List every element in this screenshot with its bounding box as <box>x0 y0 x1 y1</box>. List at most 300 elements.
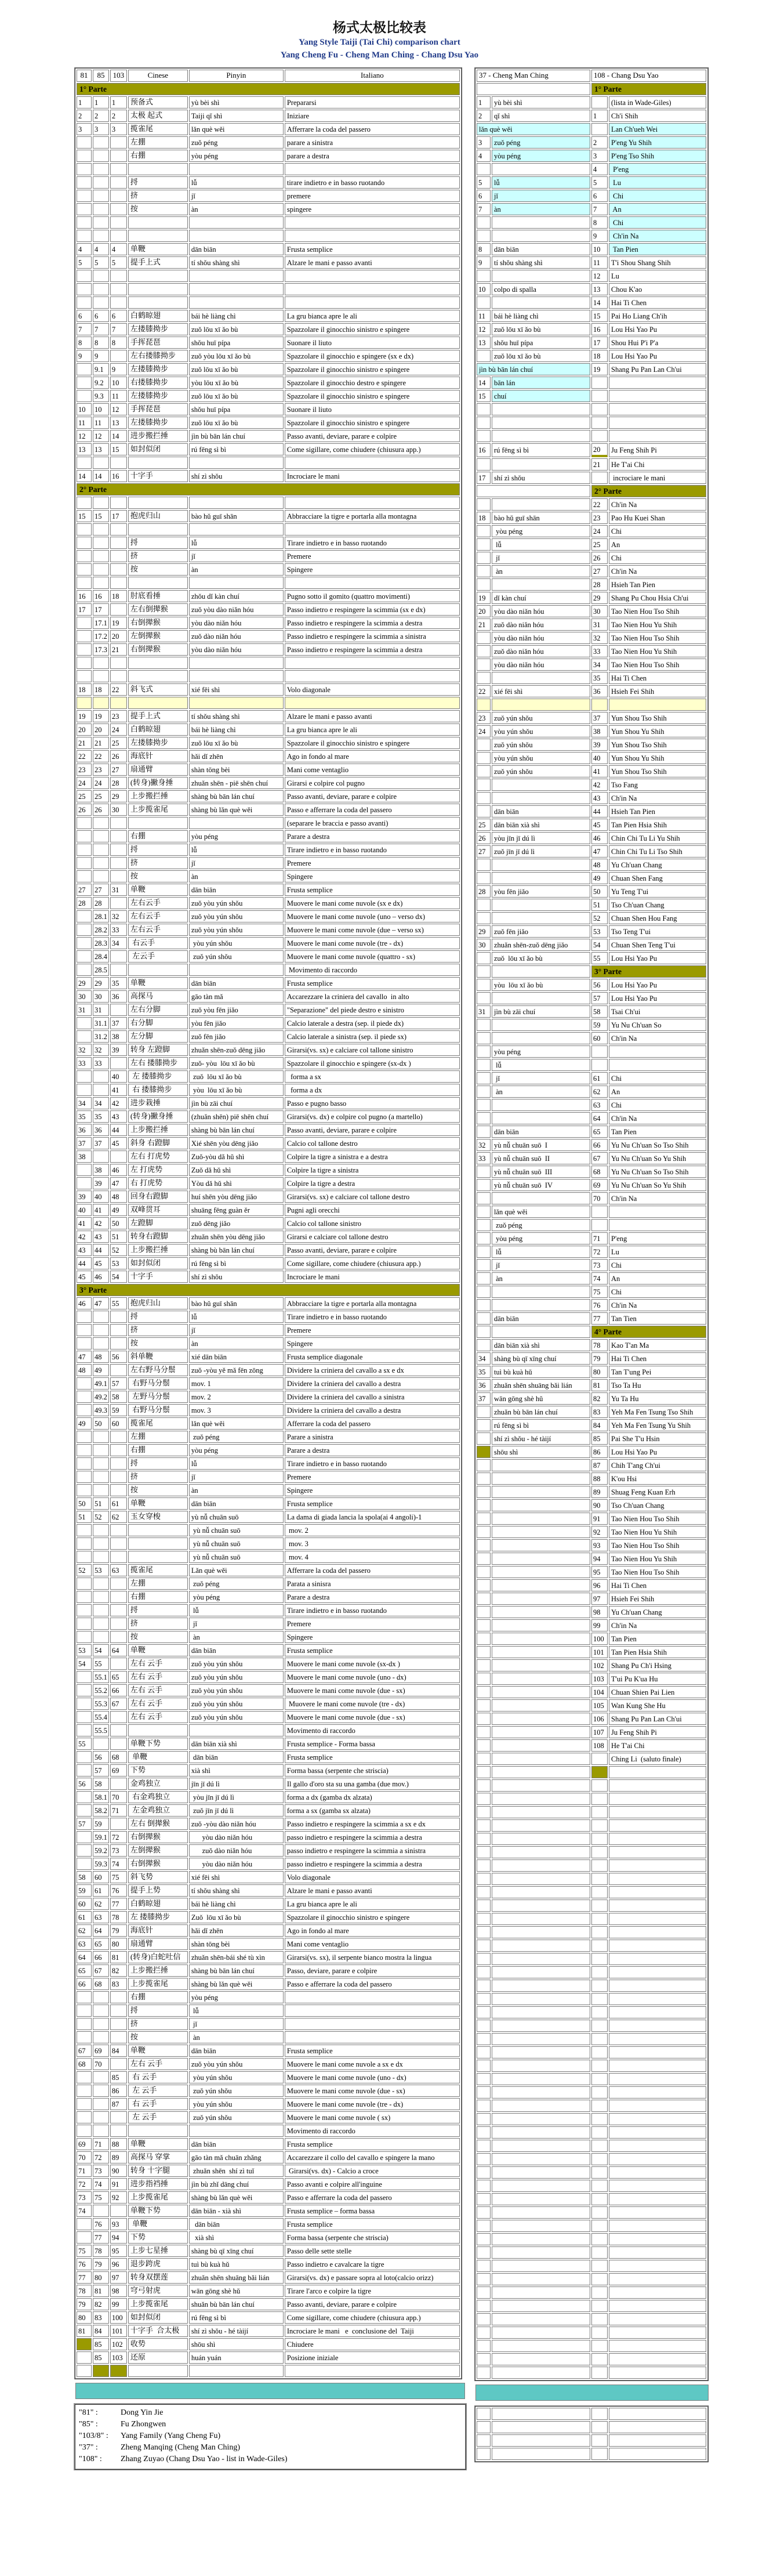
cell-cdy-name: Lou Hsi Yao Pu <box>609 323 706 335</box>
cell-num-103 <box>110 136 127 149</box>
cell-num-81: 63 <box>77 1938 92 1950</box>
cell-cmc-num <box>477 1779 491 1792</box>
cell-num-81 <box>77 1484 92 1496</box>
table-row-right-138 <box>477 1926 706 1938</box>
cell-num-81: 50 <box>77 1497 92 1510</box>
cell-pinyin: shàng bù qī xīng chuí <box>189 2245 284 2257</box>
cell-pinyin: bái hè liàng chì <box>189 723 284 736</box>
table-row-left-40 <box>77 617 460 629</box>
cell-pinyin: zuǒ yòu yún shǒu <box>189 924 284 936</box>
cell-cmc-num <box>477 296 491 309</box>
cell-cinese: 右 云手 <box>128 2098 188 2110</box>
cell-cmc-name <box>492 792 590 804</box>
cell-cdy-name: incrociare le mani <box>609 472 706 484</box>
cell-num-81 <box>77 1591 92 1603</box>
cell-cdy-name: Lou Hsi Yao Pu <box>609 952 706 964</box>
right-column <box>474 67 710 2462</box>
table-row-right-98 <box>477 1392 706 1405</box>
cell-cdy-num: 54 <box>591 939 608 951</box>
cell-cdy-name: Yu Ta Hu <box>609 1392 706 1405</box>
cell-cdy-name: Yun Shou Yu Shih <box>609 752 706 764</box>
cell-cmc-name <box>492 1646 590 1658</box>
cell-cmc-num <box>477 1913 491 1925</box>
cell-italiano: mov. 3 <box>285 1537 460 1550</box>
cell-cmc-name <box>492 2246 590 2259</box>
cell-cmc-name <box>492 672 590 684</box>
cell-cinese: 右云手 <box>128 937 188 949</box>
table-row-right-107 <box>477 1513 706 1525</box>
table-row-right-136 <box>477 1900 706 1912</box>
col-header-chang-dsu-yao: 108 - Chang Dsu Yao <box>591 70 706 82</box>
cell-cdy-name: Lou Hsi Yao Pu <box>609 992 706 1004</box>
cell-cmc-name <box>492 2421 590 2433</box>
table-row-left-9 <box>77 203 460 215</box>
cell-num-103: 54 <box>110 1271 127 1283</box>
cell-num-81: 77 <box>77 2271 92 2284</box>
cell-italiano: Girarsi(vs. dx) e passare sopra al loto(calcio orizz) <box>285 2271 460 2284</box>
cell-cmc-num: 11 <box>477 310 491 322</box>
cell-cmc-num: 24 <box>477 725 491 737</box>
cell-pinyin: zhuǎn shēn - piē shēn chuí <box>189 777 284 789</box>
cell-italiano <box>285 2365 460 2377</box>
cell-cmc-num: 27 <box>477 845 491 858</box>
cell-cdy-name: Hsieh Tan Pien <box>609 805 706 817</box>
cell-cmc-name: rú fēng sì bì <box>492 1419 590 1431</box>
cell-pinyin: yòu dào niǎn hóu <box>189 1831 284 1843</box>
cell-cmc-num: 26 <box>477 832 491 844</box>
cell-pinyin: zuǒ dào niǎn hóu <box>189 630 284 642</box>
table-row-right-43 <box>477 659 706 671</box>
cell-num-103 <box>110 1004 127 1016</box>
cell-italiano: Premere <box>285 1471 460 1483</box>
table-row-right-8 <box>477 190 706 202</box>
cell-num-81: 53 <box>77 1644 92 1656</box>
cell-cmc-num <box>477 1713 491 1725</box>
cell-num-103: 70 <box>110 1791 127 1803</box>
table-row-right-144 <box>477 2006 706 2018</box>
cell-num-81: 47 <box>77 1351 92 1363</box>
cell-cinese: 斜飞势 <box>128 1871 188 1883</box>
cell-num-103 <box>110 1578 127 1590</box>
cell-cdy-num: 52 <box>591 912 608 924</box>
cell-num-103 <box>110 523 127 536</box>
cell-cmc-name <box>492 163 590 175</box>
cell-pinyin: yòu dào niǎn hóu <box>189 643 284 656</box>
cell-cmc-name <box>492 1766 590 1778</box>
cell-pinyin: lǚ <box>189 176 284 189</box>
cell-pinyin: gāo tàn mǎ chuān zhǎng <box>189 2151 284 2163</box>
cell-italiano: Posizione iniziale <box>285 2351 460 2364</box>
cell-italiano: Spingere <box>285 870 460 882</box>
cell-cmc-num <box>477 2166 491 2179</box>
cell-num-85: 3 <box>93 123 109 135</box>
cell-cdy-name <box>609 2100 706 2112</box>
cell-cmc-num <box>477 2086 491 2099</box>
cell-cmc-name: yòu fēn jiǎo <box>492 885 590 898</box>
cell-cinese: 单鞭 <box>128 2218 188 2230</box>
cell-cdy-name: Tao Nien Hou Tso Shih <box>609 605 706 617</box>
table-row-left-73 <box>77 1057 460 1069</box>
cell-num-85: 5 <box>93 256 109 269</box>
table-row-right-20 <box>477 350 706 362</box>
cell-num-85 <box>93 697 109 709</box>
cell-cdy-name: P'eng <box>609 163 706 175</box>
table-row-left-59 <box>77 870 460 882</box>
table-row-left-164 <box>77 2271 460 2284</box>
table-row-right-28 <box>477 458 706 471</box>
cell-num-85 <box>93 150 109 162</box>
table-row-left-29 <box>77 470 460 482</box>
cell-num-81: 6 <box>77 310 92 322</box>
cell-cmc-name <box>492 2353 590 2365</box>
cell-cinese: 高探马 <box>128 990 188 1003</box>
cell-num-85 <box>93 657 109 669</box>
cell-cmc-name <box>492 2073 590 2085</box>
table-row-left-168 <box>77 2325 460 2337</box>
cell-num-103 <box>110 550 127 562</box>
cell-cmc-num <box>477 525 491 537</box>
cell-cmc-name: dān biān <box>492 805 590 817</box>
cell-cinese: 高探马 穿掌 <box>128 2151 188 2163</box>
cell-cinese: 上步揽雀尾 <box>128 2298 188 2310</box>
cell-num-103 <box>110 603 127 616</box>
cell-cdy-num: 83 <box>591 1406 608 1418</box>
cell-num-85: 64 <box>93 1924 109 1937</box>
cell-cinese <box>128 657 188 669</box>
cell-num-81 <box>77 630 92 642</box>
cell-cdy-name: Yu Nu Ch'uan So Tso Shih <box>609 1139 706 1151</box>
table-row-right-25 <box>477 417 706 429</box>
cell-pinyin <box>189 2125 284 2137</box>
cell-pinyin: dān biān <box>189 2138 284 2150</box>
cell-cinese: 回身右蹬脚 <box>128 1191 188 1203</box>
table-row-left-49 <box>77 737 460 749</box>
cell-italiano: Muovere le mani come nuvole ( sx) <box>285 2111 460 2123</box>
cell-cmc-name: zhuǎn bù bān lán chuí <box>492 1406 590 1418</box>
cell-cdy-num: 12 <box>591 270 608 282</box>
cell-num-85: 31 <box>93 1004 109 1016</box>
cell-pinyin: yòu dào niǎn hóu <box>189 617 284 629</box>
cell-cdy-name: Tan Pien <box>609 1633 706 1645</box>
cell-num-81: 36 <box>77 1124 92 1136</box>
cell-cdy-name: An <box>609 538 706 551</box>
cell-num-81 <box>77 950 92 963</box>
cell-cinese: 白鹤晾翅 <box>128 723 188 736</box>
table-row-right-129 <box>477 1806 706 1818</box>
table-row-left-103 <box>77 1457 460 1470</box>
cell-cinese <box>128 216 188 229</box>
cell-cdy-name: Ching Li (saluto finale) <box>609 1753 706 1765</box>
table-row-right-153 <box>477 2126 706 2139</box>
cell-cdy-num <box>591 430 608 442</box>
cell-num-103: 46 <box>110 1164 127 1176</box>
cell-pinyin: rú fēng sì bì <box>189 2311 284 2324</box>
cell-num-103: 29 <box>110 790 127 802</box>
cell-num-85 <box>93 457 109 469</box>
table-row-right-158 <box>477 2193 706 2205</box>
cell-cmc-num: 28 <box>477 885 491 898</box>
cell-cdy-num <box>591 2220 608 2232</box>
cell-num-85 <box>93 1484 109 1496</box>
table-row-left-22 <box>77 377 460 389</box>
cell-cdy-name: Lu <box>609 1246 706 1258</box>
cell-cinese <box>128 1724 188 1736</box>
cell-num-81: 80 <box>77 2311 92 2324</box>
section-band-right: 1° Parte <box>591 83 706 95</box>
cell-cdy-num <box>591 2434 608 2447</box>
cell-cdy-name <box>609 2408 706 2420</box>
cell-cdy-num <box>591 2233 608 2245</box>
cell-cdy-num <box>591 377 608 389</box>
cell-cinese: 还原 <box>128 2351 188 2364</box>
cell-num-81 <box>77 497 92 509</box>
table-row-right-122 <box>477 1713 706 1725</box>
cell-cmc-merged <box>477 83 590 95</box>
cell-pinyin: xié fēi shì <box>189 1871 284 1883</box>
cell-cdy-num: 71 <box>591 1232 608 1244</box>
cell-num-81: 4 <box>77 243 92 255</box>
table-row-left-142 <box>77 1978 460 1990</box>
cell-cdy-name: Chi <box>609 1072 706 1084</box>
cell-pinyin <box>189 296 284 309</box>
table-row-left-34 <box>77 537 460 549</box>
cell-num-103: 68 <box>110 1751 127 1763</box>
table-row-left-14 <box>77 270 460 282</box>
cell-cdy-num: 20 <box>591 443 608 457</box>
cell-num-81: 16 <box>77 590 92 602</box>
cell-cmc-num <box>477 1432 491 1445</box>
table-row-left-16 <box>77 296 460 309</box>
cell-pinyin: yòu dào niǎn hóu <box>189 1858 284 1870</box>
cell-num-81: 18 <box>77 683 92 696</box>
cell-cinese: 捋 <box>128 1457 188 1470</box>
footnote-key: "81" : <box>79 2408 98 2418</box>
cell-num-81: 11 <box>77 417 92 429</box>
cell-cmc-num: 18 <box>477 512 491 524</box>
cell-num-81 <box>77 190 92 202</box>
cell-pinyin <box>189 577 284 589</box>
table-row-left-66 <box>77 964 460 976</box>
cell-cmc-num <box>477 645 491 657</box>
cell-cinese: 右野马分鬃 <box>128 1377 188 1390</box>
cell-italiano: Passo avanti e colpire all'inguine <box>285 2178 460 2190</box>
cell-cdy-name: Yeh Ma Fen Tsung Tso Shih <box>609 1406 706 1418</box>
cell-cmc-num <box>477 1646 491 1658</box>
cell-pinyin <box>189 270 284 282</box>
cell-cmc-num: 20 <box>477 605 491 617</box>
table-row-left-82 <box>77 1177 460 1189</box>
cell-cdy-num: 49 <box>591 872 608 884</box>
table-row-right-105 <box>477 1486 706 1498</box>
cell-cdy-name: Lou Hsi Yao Pu <box>609 1446 706 1458</box>
cell-cdy-num: 94 <box>591 1553 608 1565</box>
cell-cdy-num: 106 <box>591 1713 608 1725</box>
cell-num-81: 67 <box>77 2045 92 2057</box>
cell-pinyin: hǎi dǐ zhēn <box>189 750 284 762</box>
cell-num-85: 6 <box>93 310 109 322</box>
cell-num-85 <box>93 830 109 842</box>
cell-cmc-num <box>477 2327 491 2339</box>
cell-cdy-name <box>609 1779 706 1792</box>
table-row-right-17 <box>477 310 706 322</box>
cell-cmc-name: bào hǔ guī shān <box>492 512 590 524</box>
cell-cmc-num <box>477 1219 491 1231</box>
cell-cdy-num: 17 <box>591 337 608 349</box>
cell-italiano: Dividere la criniera del cavallo a destra <box>285 1404 460 1416</box>
cell-pinyin: jǐ <box>189 1618 284 1630</box>
table-row-right-148 <box>477 2060 706 2072</box>
cell-italiano: Alzare le mani e passo avanti <box>285 710 460 722</box>
cell-num-81: 26 <box>77 804 92 816</box>
table-row-right-30 <box>477 485 706 497</box>
right-header-row <box>477 70 706 82</box>
table-row-right-56 <box>477 832 706 844</box>
cell-cdy-num <box>591 2367 608 2379</box>
cell-cdy-name <box>609 1980 706 1992</box>
cell-cmc-num <box>477 2126 491 2139</box>
table-row-left-12 <box>77 243 460 255</box>
cell-num-85: 85 <box>93 2338 109 2350</box>
cell-pinyin: zuǒ yún shǒu <box>189 950 284 963</box>
cell-cdy-num <box>591 699 608 711</box>
cell-cmc-name <box>492 2060 590 2072</box>
cell-num-81 <box>77 2031 92 2043</box>
cell-cdy-name <box>609 2421 706 2433</box>
table-row-left-61 <box>77 897 460 909</box>
cell-cmc-name: dān biān xià shì <box>492 1339 590 1351</box>
cell-cmc-name: tí shǒu shàng shì <box>492 256 590 269</box>
subtitle-english: Yang Style Taiji (Tai Chi) comparison chart <box>299 37 460 47</box>
cell-num-85 <box>93 1631 109 1643</box>
cell-pinyin: lǚ <box>189 2005 284 2017</box>
cell-cdy-num <box>591 1846 608 1858</box>
cell-italiano: (separare le braccia e passo avanti) <box>285 817 460 829</box>
footnotes-box <box>74 2404 466 2469</box>
table-row-right-108 <box>477 1526 706 1538</box>
cell-cmc-num <box>477 2313 491 2325</box>
cell-num-103 <box>110 830 127 842</box>
section-band-left: 1° Parte <box>77 83 460 95</box>
cell-cinese: 左掤 <box>128 1431 188 1443</box>
cell-num-85: 4 <box>93 243 109 255</box>
cell-cdy-name <box>609 2073 706 2085</box>
cell-italiano: Ago in fondo al mare <box>285 1924 460 1937</box>
cell-cmc-name: shí zì shǒu - hé tàijí <box>492 1432 590 1445</box>
cell-italiano <box>285 497 460 509</box>
cell-cinese: 捋 <box>128 1604 188 1616</box>
cell-italiano: Spazzolare il ginocchio sinistro e spingere <box>285 1911 460 1923</box>
table-row-left-122 <box>77 1711 460 1723</box>
cell-cinese: 退步跨虎 <box>128 2258 188 2270</box>
cell-num-81: 57 <box>77 1818 92 1830</box>
cell-pinyin: shàng bù bān lán chuí <box>189 1244 284 1256</box>
cell-num-103: 66 <box>110 1684 127 1696</box>
cell-italiano <box>285 577 460 589</box>
cell-num-81: 39 <box>77 1191 92 1203</box>
cell-italiano: Muovere le mani come nuvole (sx e dx) <box>285 897 460 909</box>
table-row-right-161 <box>477 2233 706 2245</box>
cell-num-85: 13 <box>93 443 109 455</box>
cell-cdy-name: Ch'i Shih <box>609 110 706 122</box>
cell-cdy-name <box>609 2233 706 2245</box>
cell-cdy-name: Chih T'ang Ch'ui <box>609 1459 706 1471</box>
table-row-left-32 <box>77 510 460 522</box>
cell-italiano: Muovere le mani come nuvole (uno – verso dx) <box>285 910 460 922</box>
cell-cmc-name <box>492 1900 590 1912</box>
cell-pinyin: jǐ <box>189 857 284 869</box>
section-band-left: 3° Parte <box>77 1284 460 1296</box>
cell-cdy-num <box>591 2006 608 2018</box>
cell-cinese: 右金鸡独立 <box>128 1791 188 1803</box>
cell-italiano: Spingere <box>285 563 460 576</box>
cell-cinese: 单鞭 <box>128 2045 188 2057</box>
cell-italiano: Passo e afferrare la coda del passero <box>285 804 460 816</box>
cell-cdy-num: 27 <box>591 565 608 577</box>
cell-cmc-merged: jìn bù bān lán chuí <box>477 363 590 375</box>
cell-cmc-num <box>477 1579 491 1591</box>
cell-num-81 <box>77 870 92 882</box>
cell-num-85: 54 <box>93 1644 109 1656</box>
cell-num-85: 35 <box>93 1110 109 1123</box>
cell-cdy-name: Tan Pien Hsia Shih <box>609 1646 706 1658</box>
table-row-right-11 <box>477 230 706 242</box>
cell-italiano: Passo e afferrare la coda del passero <box>285 1978 460 1990</box>
cell-num-103 <box>110 1431 127 1443</box>
cell-cmc-name: yòu jīn jī dú lì <box>492 832 590 844</box>
cell-cinese: 双峰贯耳 <box>128 1204 188 1216</box>
cell-num-85: 32 <box>93 1044 109 1056</box>
cell-pinyin: zuǒ lōu xī ǎo bù <box>189 323 284 335</box>
cell-italiano: Passo indietro e respingere la scimmia a destra <box>285 643 460 656</box>
cell-cmc-name: zuǒ lōu xī ǎo bù <box>492 952 590 964</box>
cell-cmc-name: tuì bù kuà hǔ <box>492 1366 590 1378</box>
cell-cinese: 捋 <box>128 537 188 549</box>
cell-num-81 <box>77 1991 92 2003</box>
cell-cinese: 左右分脚 <box>128 1004 188 1016</box>
table-row-right-64 <box>477 939 706 951</box>
cell-italiano <box>285 2031 460 2043</box>
table-row-left-89 <box>77 1271 460 1283</box>
cell-cinese: 单鞭 <box>128 243 188 255</box>
cell-num-103 <box>110 563 127 576</box>
cell-num-103: 9 <box>110 363 127 375</box>
cell-italiano: Frusta semplice <box>285 1497 460 1510</box>
cell-cdy-num: 9 <box>591 230 608 242</box>
cell-cdy-num: 23 <box>591 512 608 524</box>
cell-italiano: Passo indietro e cavalcare la tigre <box>285 2258 460 2270</box>
cell-num-81: 79 <box>77 2298 92 2310</box>
table-row-left-150 <box>77 2085 460 2097</box>
table-row-left-45 <box>77 683 460 696</box>
cell-num-85: 49.2 <box>93 1391 109 1403</box>
cell-cdy-name: P'eng <box>609 1232 706 1244</box>
cell-pinyin: yòu yún shǒu <box>189 2071 284 2083</box>
cell-cdy-num: 50 <box>591 885 608 898</box>
cell-pinyin: Zuǒ dǎ hǔ shì <box>189 1164 284 1176</box>
cell-cmc-num: 19 <box>477 592 491 604</box>
cell-italiano: Frusta semplice <box>285 2218 460 2230</box>
table-row-right-80 <box>477 1152 706 1164</box>
col-header-cinese: Cinese <box>128 70 188 82</box>
cell-italiano: Tirare l'arco e colpire la tigre <box>285 2285 460 2297</box>
cell-pinyin: lǎn què wěi <box>189 1417 284 1430</box>
cell-italiano: Spazzolare il ginocchio sinistro e spingere <box>285 390 460 402</box>
cell-cdy-name: Chin Chi Tu Li Yu Shih <box>609 832 706 844</box>
cell-num-85 <box>93 563 109 576</box>
cell-num-81 <box>77 1751 92 1763</box>
table-row-left-74 <box>77 1070 460 1083</box>
cell-pinyin: zuǒ yòu yún shǒu <box>189 1658 284 1670</box>
